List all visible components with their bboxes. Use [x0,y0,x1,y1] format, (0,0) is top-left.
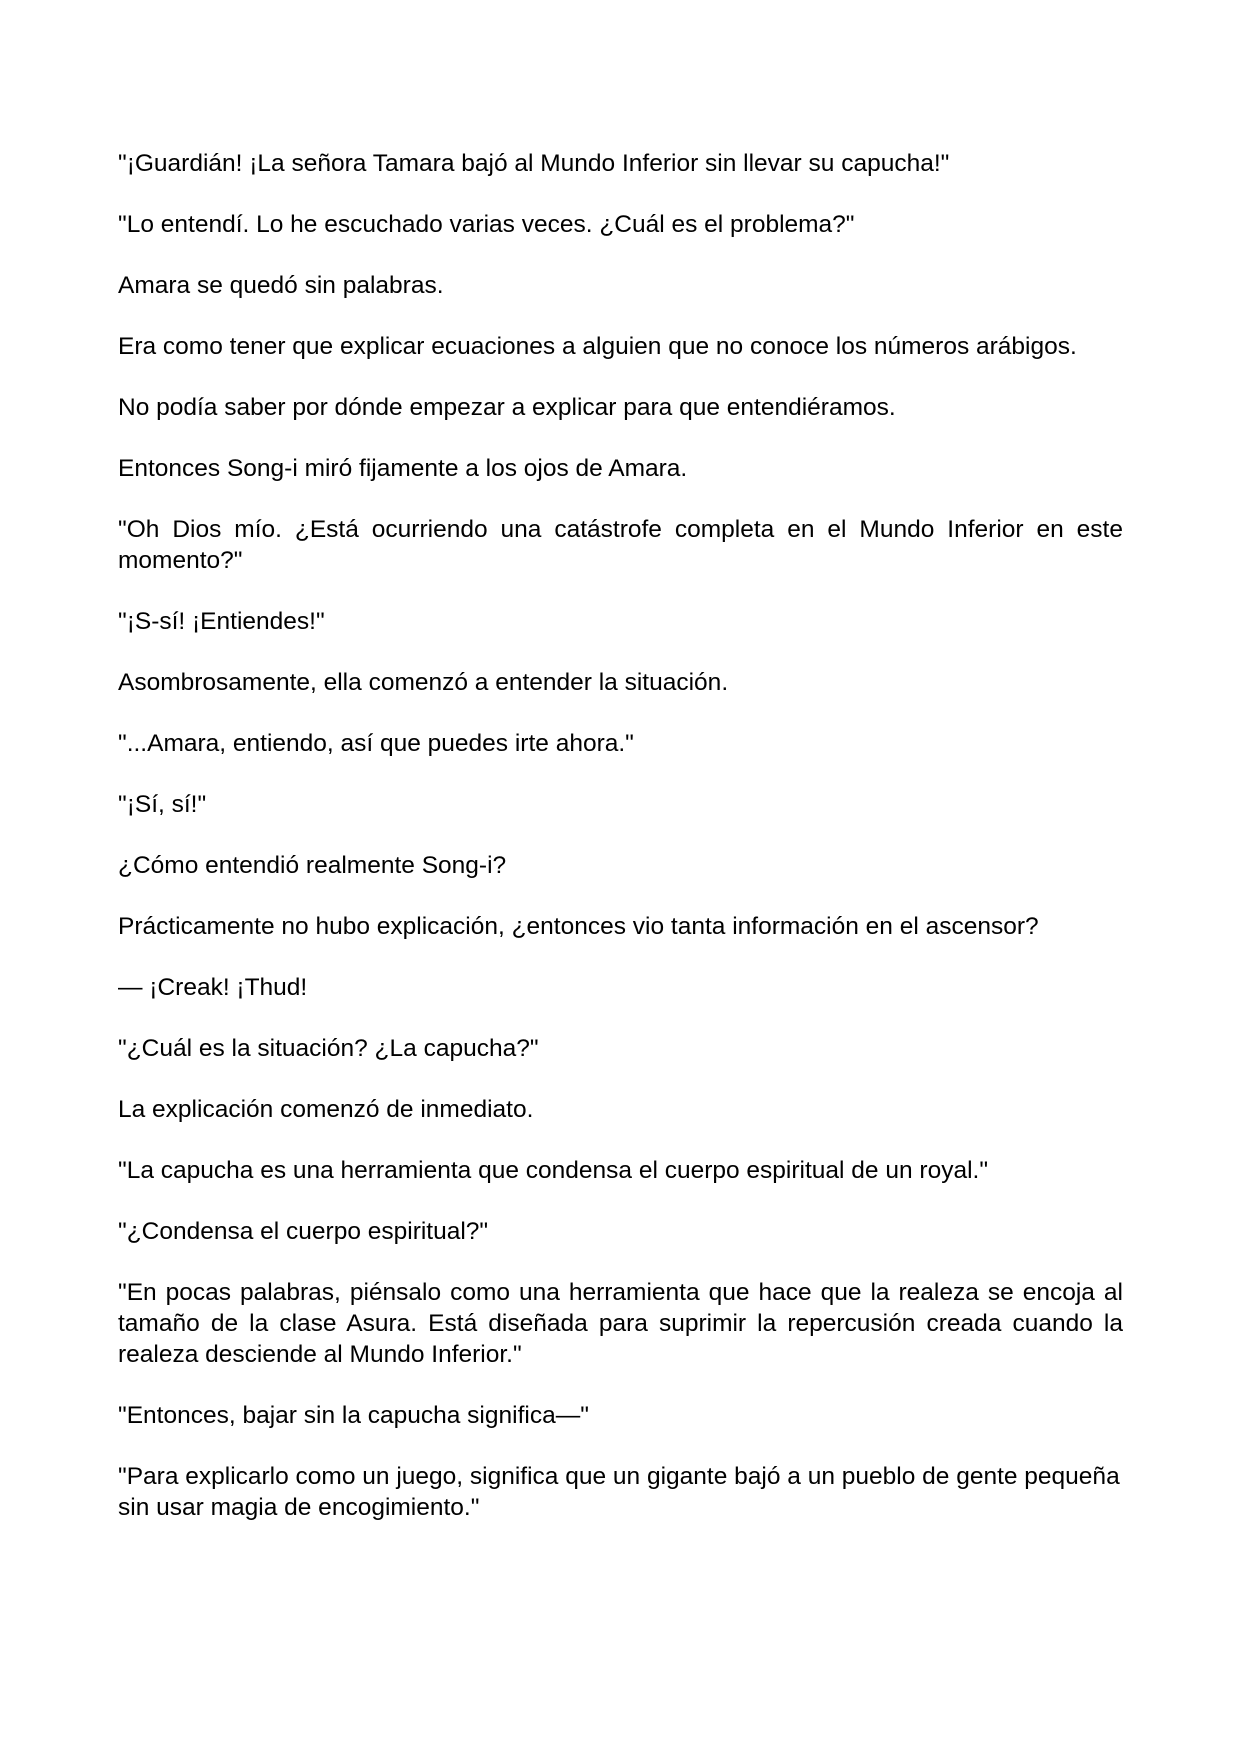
paragraph: — ¡Creak! ¡Thud! [118,974,308,1001]
paragraph: No podía saber por dónde empezar a explicar para que entendiéramos. [118,394,896,421]
paragraph: Amara se quedó sin palabras. [118,272,444,299]
paragraph: "¡S-sí! ¡Entiendes!" [118,608,325,635]
paragraph: "¿Cuál es la situación? ¿La capucha?" [118,1035,539,1062]
paragraph: "La capucha es una herramienta que condensa el cuerpo espiritual de un royal." [118,1157,989,1184]
paragraph: "Para explicarlo como un juego, significa que un gigante bajó a un pueblo de gente pequeña sin usar magia de encogimiento." [118,1463,1120,1521]
paragraph: "...Amara, entiendo, así que puedes irte ahora." [118,730,634,757]
paragraph: "Lo entendí. Lo he escuchado varias veces. ¿Cuál es el problema?" [118,211,855,238]
paragraph: "En pocas palabras, piénsalo como una herramienta que hace que la realeza se encoja al tamaño de la clase Asura. Está diseñada para suprimir la repercusión creada cuando la realeza desciende al Mundo Inferior." [118,1279,1123,1368]
paragraph: "¡Guardián! ¡La señora Tamara bajó al Mundo Inferior sin llevar su capucha!" [118,150,950,177]
paragraph: "¡Sí, sí!" [118,791,207,818]
paragraph: Asombrosamente, ella comenzó a entender la situación. [118,669,729,696]
document-page [118,148,1123,1553]
paragraph: "¿Condensa el cuerpo espiritual?" [118,1218,489,1245]
paragraph: "Oh Dios mío. ¿Está ocurriendo una catástrofe completa en el Mundo Inferior en este momento?" [118,516,1123,574]
paragraph: Era como tener que explicar ecuaciones a alguien que no conoce los números arábigos. [118,333,1077,360]
paragraph: "Entonces, bajar sin la capucha significa—" [118,1402,589,1429]
paragraph: Prácticamente no hubo explicación, ¿entonces vio tanta información en el ascensor? [118,913,1039,940]
paragraph: ¿Cómo entendió realmente Song-i? [118,852,507,879]
paragraph: Entonces Song-i miró fijamente a los ojos de Amara. [118,455,688,482]
paragraph: La explicación comenzó de inmediato. [118,1096,534,1123]
